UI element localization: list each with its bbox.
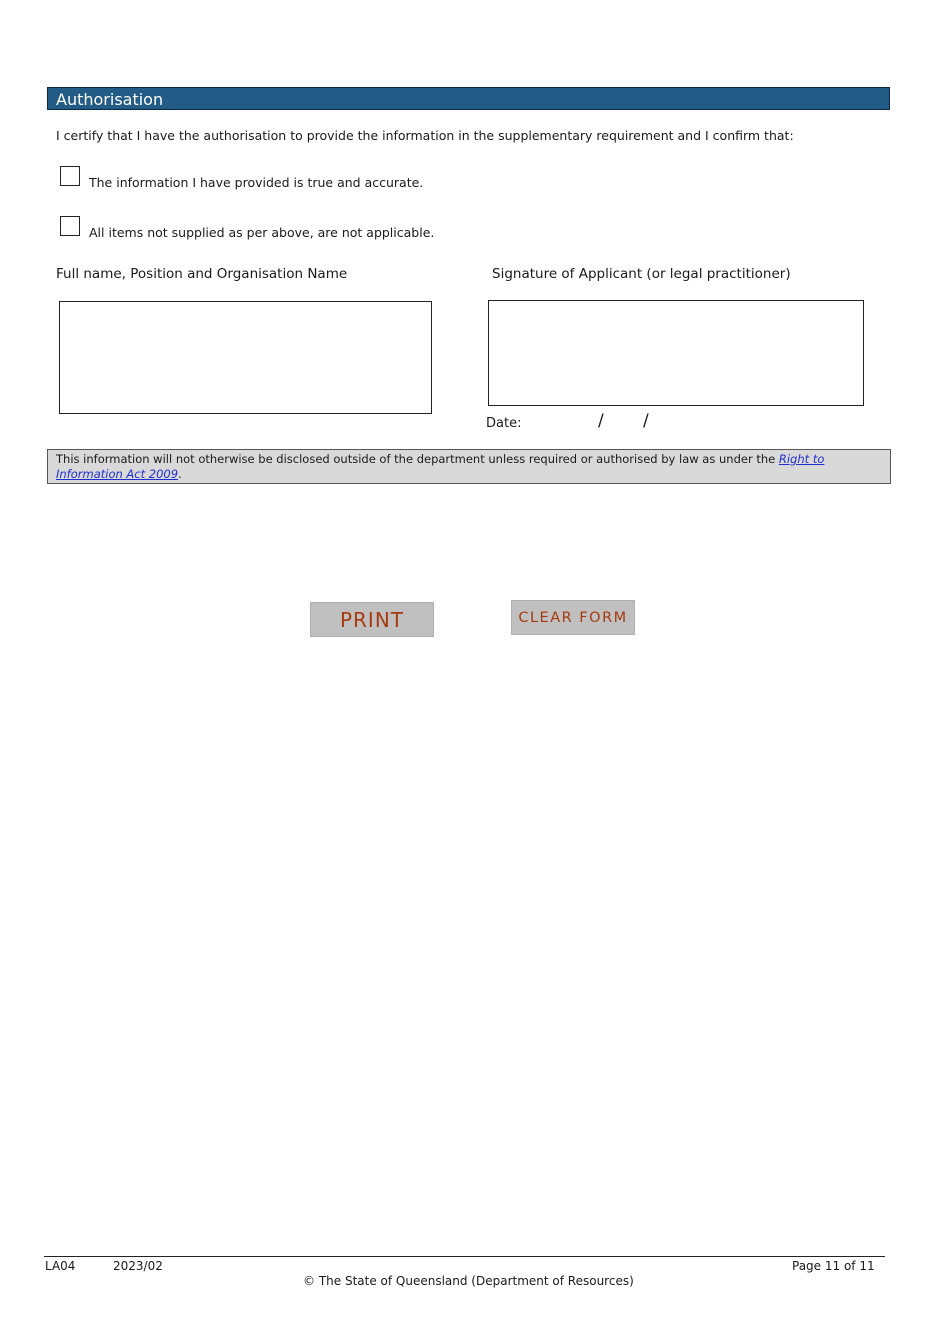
signature-field-label: Signature of Applicant (or legal practitioner) [492,266,791,282]
copyright-notice: © The State of Queensland (Department of Resources) [303,1274,634,1288]
section-header-authorisation: Authorisation [47,87,890,110]
rti-act-link[interactable]: Right to Information Act 2009 [56,452,825,481]
footer-divider [44,1256,885,1257]
date-year-input[interactable] [656,412,716,434]
form-code: LA04 [45,1259,76,1273]
date-day-input[interactable] [528,412,596,434]
date-separator: / [598,411,604,431]
checkbox-not-applicable[interactable] [60,216,80,236]
signature-input[interactable] [488,300,864,406]
print-button[interactable]: PRINT [310,602,434,637]
date-separator: / [643,411,649,431]
checkbox-true-accurate[interactable] [60,166,80,186]
name-field-label: Full name, Position and Organisation Name [56,266,348,282]
form-version: 2023/02 [113,1259,163,1273]
certification-statement: I certify that I have the authorisation to provide the information in the supplementary requirement and I confirm that: [56,128,794,143]
clear-form-button[interactable]: CLEAR FORM [511,600,635,635]
date-label: Date: [486,416,522,431]
page-number: Page 11 of 11 [792,1259,875,1273]
date-month-input[interactable] [610,412,642,434]
checkbox-label-true-accurate: The information I have provided is true and accurate. [89,175,424,190]
privacy-notice-end: . [178,467,182,481]
privacy-notice-text: This information will not otherwise be disclosed outside of the department unless required or authorised by law as under the [56,452,779,466]
checkbox-label-not-applicable: All items not supplied as per above, are not applicable. [89,225,435,240]
privacy-notice [47,449,891,484]
name-position-organisation-input[interactable] [59,301,432,414]
